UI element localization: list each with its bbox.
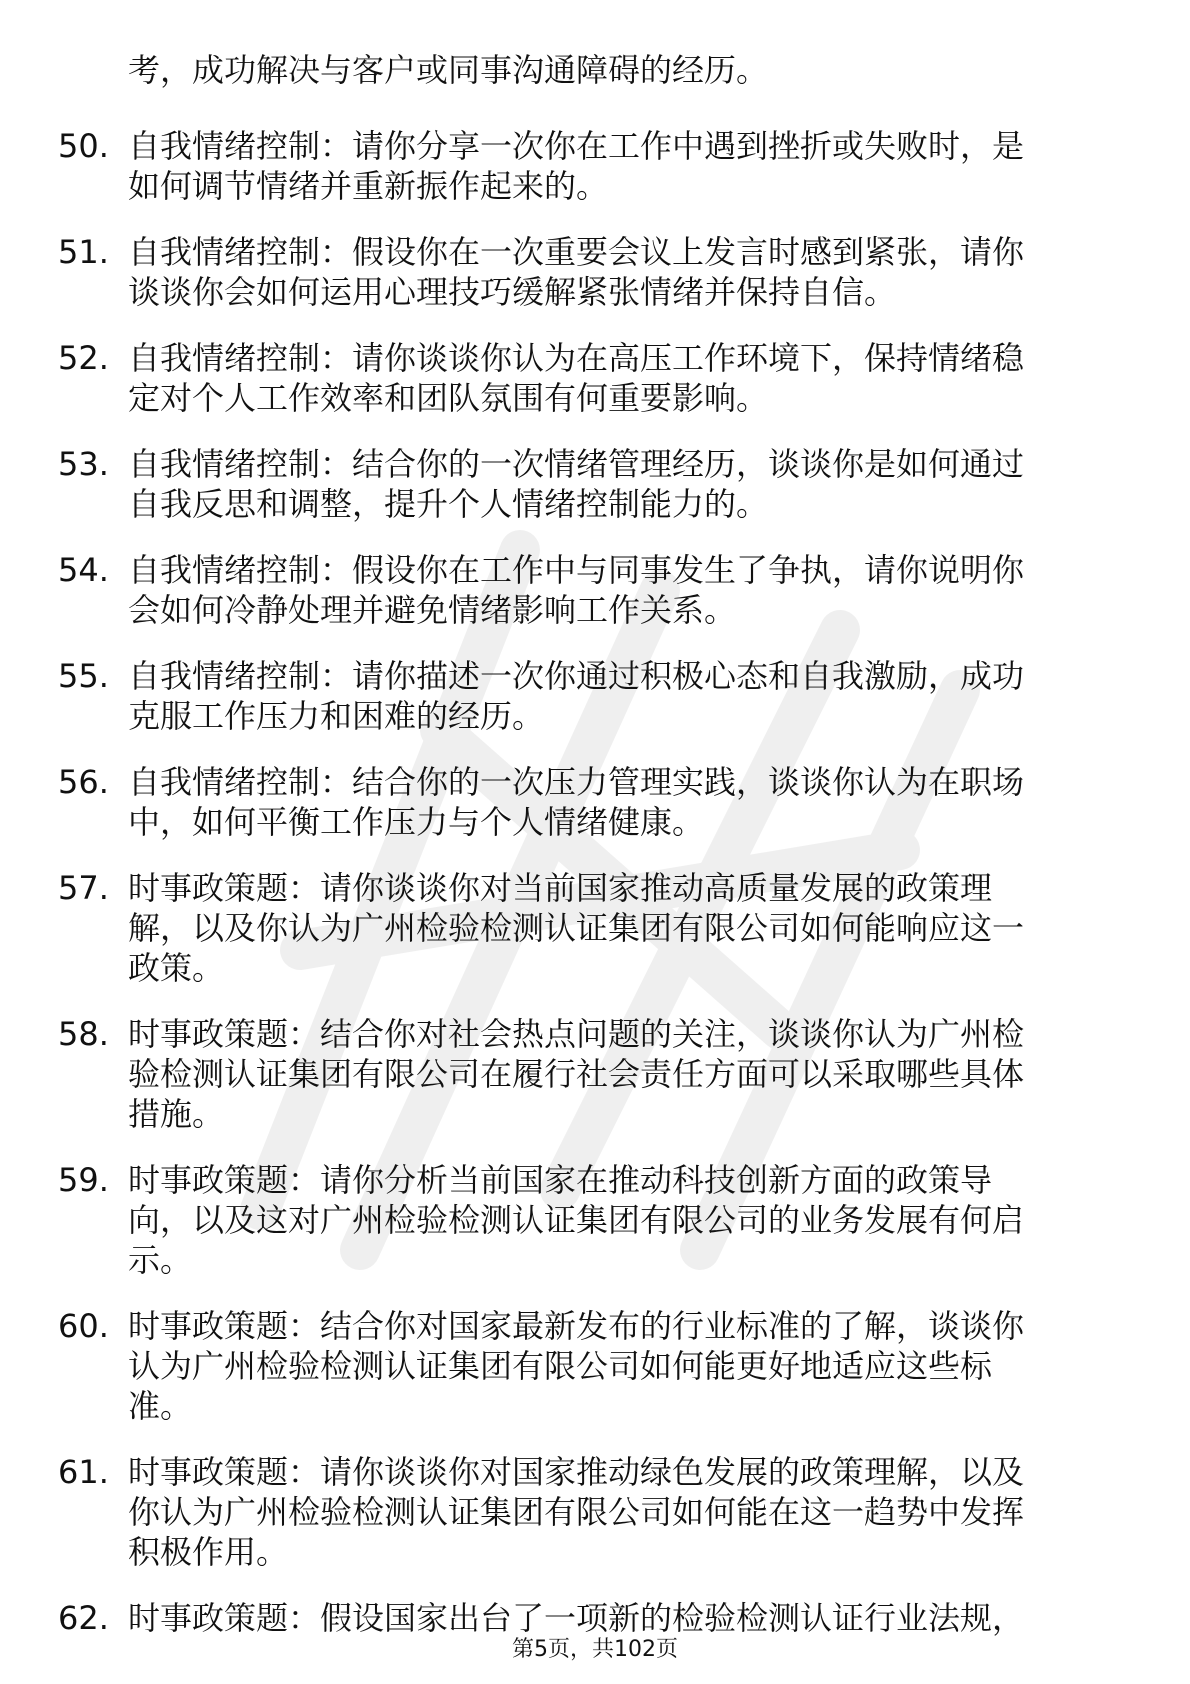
- question-text-line: 你认为广州检验检测认证集团有限公司如何能在这一趋势中发挥: [128, 1493, 1025, 1531]
- question-text-line: 自我反思和调整，提升个人情绪控制能力的。: [128, 485, 769, 523]
- question-text: [128, 762, 1108, 842]
- question-number: 61.: [58, 1453, 109, 1491]
- question-number: 53.: [58, 445, 109, 483]
- question-text: [128, 1452, 1108, 1572]
- question-number: 51.: [58, 233, 109, 271]
- question-text-line: 时事政策题：请你谈谈你对当前国家推动高质量发展的政策理: [128, 869, 993, 907]
- question-number: 52.: [58, 339, 109, 377]
- question-number: 59.: [58, 1161, 109, 1199]
- question-text: [128, 126, 1108, 206]
- question-text-line: 解，以及你认为广州检验检测认证集团有限公司如何能响应这一: [128, 909, 1025, 947]
- question-text-line: 克服工作压力和困难的经历。: [128, 697, 545, 735]
- question-text-line: 如何调节情绪并重新振作起来的。: [128, 167, 609, 205]
- question-text-line: 示。: [128, 1241, 193, 1279]
- question-text-line: 认为广州检验检测认证集团有限公司如何能更好地适应这些标: [128, 1347, 993, 1385]
- question-text-line: 时事政策题：请你谈谈你对国家推动绿色发展的政策理解，以及: [128, 1453, 1025, 1491]
- question-text-line: 定对个人工作效率和团队氛围有何重要影响。: [128, 379, 769, 417]
- question-text-line: 会如何冷静处理并避免情绪影响工作关系。: [128, 591, 737, 629]
- question-text-line: 中，如何平衡工作压力与个人情绪健康。: [128, 803, 705, 841]
- question-number: 55.: [58, 657, 109, 695]
- question-text: [128, 232, 1108, 312]
- question-text: [128, 868, 1108, 988]
- question-number: 57.: [58, 869, 109, 907]
- question-text: [128, 1598, 1108, 1638]
- question-text-line: 时事政策题：假设国家出台了一项新的检验检测认证行业法规，: [128, 1599, 1025, 1637]
- question-text: [128, 1160, 1108, 1280]
- question-text-line: 自我情绪控制：假设你在工作中与同事发生了争执，请你说明你: [128, 551, 1025, 589]
- question-text-line: 验检测认证集团有限公司在履行社会责任方面可以采取哪些具体: [128, 1055, 1025, 1093]
- question-number: 54.: [58, 551, 109, 589]
- question-text-line: 自我情绪控制：结合你的一次情绪管理经历，谈谈你是如何通过: [128, 445, 1025, 483]
- question-text-line: 自我情绪控制：请你描述一次你通过积极心态和自我激励，成功: [128, 657, 1025, 695]
- question-text: [128, 1014, 1108, 1134]
- question-number: 56.: [58, 763, 109, 801]
- question-text: [128, 550, 1108, 630]
- question-text-line: 自我情绪控制：假设你在一次重要会议上发言时感到紧张，请你: [128, 233, 1025, 271]
- question-number: 50.: [58, 127, 109, 165]
- question-text: [128, 444, 1108, 524]
- question-number: 62.: [58, 1599, 109, 1637]
- question-text-line: 时事政策题：请你分析当前国家在推动科技创新方面的政策导: [128, 1161, 993, 1199]
- question-text-line: 自我情绪控制：请你分享一次你在工作中遇到挫折或失败时，是: [128, 127, 1025, 165]
- question-text-line: 自我情绪控制：请你谈谈你认为在高压工作环境下，保持情绪稳: [128, 339, 1025, 377]
- question-text-line: 时事政策题：结合你对国家最新发布的行业标准的了解，谈谈你: [128, 1307, 1025, 1345]
- question-text-line: 时事政策题：结合你对社会热点问题的关注，谈谈你认为广州检: [128, 1015, 1025, 1053]
- question-text-line: 向，以及这对广州检验检测认证集团有限公司的业务发展有何启: [128, 1201, 1025, 1239]
- question-text: [128, 656, 1108, 736]
- question-text-line: 政策。: [128, 949, 225, 987]
- question-text-line: 自我情绪控制：结合你的一次压力管理实践，谈谈你认为在职场: [128, 763, 1025, 801]
- continuation-line: 考，成功解决与客户或同事沟通障碍的经历。: [128, 51, 769, 89]
- page-footer: 第5页，共102页: [512, 1637, 678, 1662]
- question-text-line: 积极作用。: [128, 1533, 289, 1571]
- question-text: [128, 1306, 1108, 1426]
- question-text-line: 准。: [128, 1387, 193, 1425]
- question-number: 60.: [58, 1307, 109, 1345]
- question-text-line: 谈谈你会如何运用心理技巧缓解紧张情绪并保持自信。: [128, 273, 897, 311]
- question-text-line: 措施。: [128, 1095, 225, 1133]
- question-text: [128, 338, 1108, 418]
- question-number: 58.: [58, 1015, 109, 1053]
